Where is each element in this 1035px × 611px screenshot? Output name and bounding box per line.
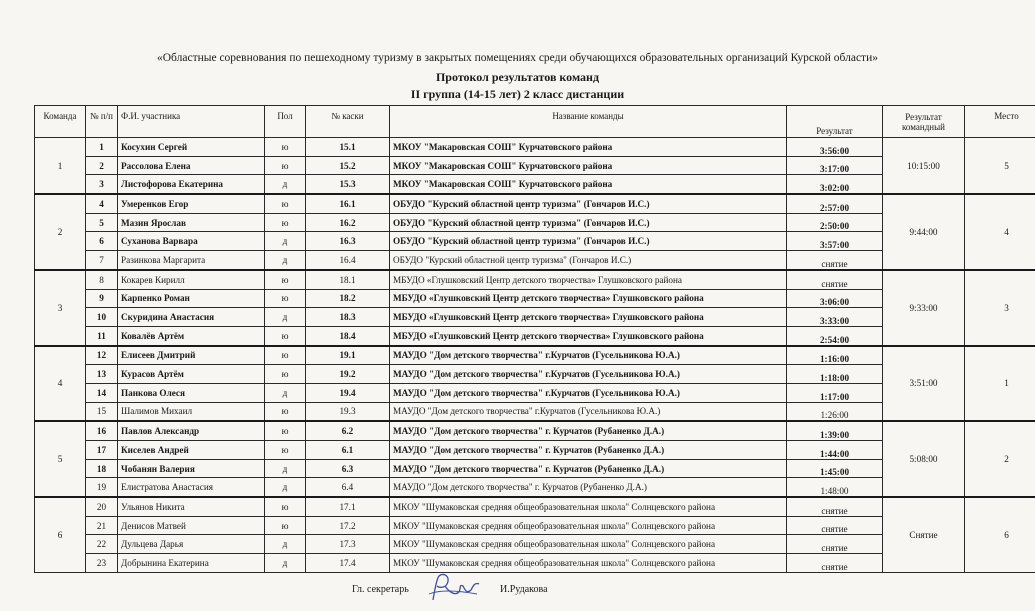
member-helmet: 16.4 (306, 251, 390, 270)
signature-icon (425, 570, 485, 606)
member-result: снятие (787, 497, 883, 516)
member-result: 1:18:00 (787, 365, 883, 384)
member-number: 13 (86, 365, 118, 384)
member-sex: ю (265, 497, 306, 516)
member-sex: ю (265, 421, 306, 440)
member-sex: д (265, 554, 306, 573)
member-name: Косухин Сергей (118, 138, 265, 157)
table-row (35, 270, 1035, 289)
team-organization: МАУДО "Дом детского творчества" г.Курчатов (Гусельникова Ю.А.) (390, 402, 787, 421)
member-result: 1:44:00 (787, 441, 883, 460)
member-sex: ю (265, 346, 306, 365)
member-name: Мазин Ярослав (118, 213, 265, 232)
member-sex: ю (265, 138, 306, 157)
member-number: 18 (86, 459, 118, 478)
member-helmet: 19.4 (306, 383, 390, 402)
team-organization: МКОУ "Шумаковская средняя общеобразовательная школа" Солнцевского района (390, 535, 787, 554)
team-organization: МАУДО "Дом детского творчества" г. Курчатов (Рубаненко Д.А.) (390, 478, 787, 497)
team-organization: МАУДО "Дом детского творчества" г.Курчатов (Гусельникова Ю.А.) (390, 346, 787, 365)
team-organization: ОБУДО "Курский областной центр туризма" (Гончаров И.С.) (390, 213, 787, 232)
member-number: 14 (86, 383, 118, 402)
member-helmet: 19.2 (306, 365, 390, 384)
member-helmet: 15.3 (306, 175, 390, 194)
member-sex: ю (265, 270, 306, 289)
member-result: 1:17:00 (787, 383, 883, 402)
member-helmet: 18.2 (306, 289, 390, 308)
group-title: II группа (14-15 лет) 2 класс дистанции (410, 87, 625, 101)
team-number: 3 (35, 270, 86, 346)
member-number: 17 (86, 441, 118, 460)
team-organization: ОБУДО "Курский областной центр туризма" (Гончаров И.С.) (390, 232, 787, 251)
member-number: 4 (86, 194, 118, 213)
member-sex: ю (265, 441, 306, 460)
member-name: Киселев Андрей (118, 441, 265, 460)
col-helmet: № каски (306, 106, 390, 138)
team-organization: МБУДО «Глушковский Центр детского творчества» Глушковского района (390, 270, 787, 289)
table-header-row (35, 106, 1035, 138)
member-helmet: 15.2 (306, 156, 390, 175)
member-sex: д (265, 251, 306, 270)
team-organization: ОБУДО "Курский областной центр туризма" (Гончаров И.С.) (390, 194, 787, 213)
col-teamresult: Результат командный (883, 106, 965, 138)
results-table (34, 105, 1035, 573)
member-number: 1 (86, 138, 118, 157)
member-helmet: 17.4 (306, 554, 390, 573)
member-sex: д (265, 175, 306, 194)
member-result: 2:54:00 (787, 326, 883, 345)
member-sex: ю (265, 326, 306, 345)
member-sex: д (265, 308, 306, 327)
member-result: снятие (787, 535, 883, 554)
member-helmet: 15.1 (306, 138, 390, 157)
member-helmet: 16.3 (306, 232, 390, 251)
team-number: 5 (35, 421, 86, 497)
table-body (35, 138, 1035, 573)
member-name: Ульянов Никита (118, 497, 265, 516)
competition-title: «Областные соревнования по пешеходному туризму в закрытых помещениях среди обучающихся образовательных организаций Курской области» (157, 52, 878, 64)
member-result: 3:56:00 (787, 138, 883, 157)
member-number: 3 (86, 175, 118, 194)
team-number: 2 (35, 194, 86, 270)
team-organization: МКОУ "Макаровская СОШ" Курчатовского района (390, 156, 787, 175)
member-number: 19 (86, 478, 118, 497)
member-sex: д (265, 383, 306, 402)
team-number: 1 (35, 138, 86, 195)
member-result: снятие (787, 554, 883, 573)
team-number: 4 (35, 346, 86, 422)
team-organization: МКОУ "Шумаковская средняя общеобразовательная школа" Солнцевского района (390, 554, 787, 573)
member-name: Скуридина Анастасия (118, 308, 265, 327)
member-number: 22 (86, 535, 118, 554)
member-number: 11 (86, 326, 118, 345)
member-name: Шалимов Михаил (118, 402, 265, 421)
team-organization: МАУДО "Дом детского творчества" г. Курчатов (Рубаненко Д.А.) (390, 459, 787, 478)
team-place: 4 (965, 194, 1035, 270)
team-organization: МБУДО «Глушковский Центр детского творчества» Глушковского района (390, 326, 787, 345)
member-sex: д (265, 535, 306, 554)
team-organization: МБУДО «Глушковский Центр детского творчества» Глушковского района (390, 289, 787, 308)
member-name: Дульцева Дарья (118, 535, 265, 554)
member-result: снятие (787, 251, 883, 270)
member-sex: ю (265, 402, 306, 421)
member-sex: ю (265, 289, 306, 308)
member-name: Умеренков Егор (118, 194, 265, 213)
protocol-title: Протокол результатов команд (435, 70, 600, 84)
footer-name: И.Рудакова (500, 584, 548, 595)
member-number: 21 (86, 516, 118, 535)
member-result: 1:16:00 (787, 346, 883, 365)
member-sex: ю (265, 365, 306, 384)
member-result: 3:57:00 (787, 232, 883, 251)
team-result: 9:33:00 (883, 270, 965, 346)
member-result: 3:17:00 (787, 156, 883, 175)
table-row (35, 497, 1035, 516)
team-organization: МАУДО "Дом детского творчества" г. Курчатов (Рубаненко Д.А.) (390, 441, 787, 460)
member-name: Карпенко Роман (118, 289, 265, 308)
member-number: 10 (86, 308, 118, 327)
member-name: Денисов Матвей (118, 516, 265, 535)
col-place: Место (965, 106, 1035, 138)
member-name: Листофорова Екатерина (118, 175, 265, 194)
table-row (35, 194, 1035, 213)
member-sex: ю (265, 213, 306, 232)
team-result: Снятие (883, 497, 965, 572)
team-organization: ОБУДО "Курский областной центр туризма" (Гончаров И.С.) (390, 251, 787, 270)
member-helmet: 6.1 (306, 441, 390, 460)
member-result: 2:50:00 (787, 213, 883, 232)
table-row (35, 421, 1035, 440)
member-number: 8 (86, 270, 118, 289)
member-name: Панкова Олеся (118, 383, 265, 402)
team-place: 5 (965, 138, 1035, 195)
member-sex: ю (265, 516, 306, 535)
team-place: 3 (965, 270, 1035, 346)
footer-role: Гл. секретарь (352, 584, 409, 595)
member-name: Курасов Артём (118, 365, 265, 384)
team-organization: МБУДО «Глушковский Центр детского творчества» Глушковского района (390, 308, 787, 327)
member-helmet: 16.1 (306, 194, 390, 213)
member-number: 6 (86, 232, 118, 251)
team-organization: МКОУ "Шумаковская средняя общеобразовательная школа" Солнцевского района (390, 497, 787, 516)
member-name: Суханова Варвара (118, 232, 265, 251)
team-result: 5:08:00 (883, 421, 965, 497)
team-place: 6 (965, 497, 1035, 572)
member-name: Павлов Александр (118, 421, 265, 440)
member-helmet: 6.2 (306, 421, 390, 440)
member-name: Елистратова Анастасия (118, 478, 265, 497)
table-row (35, 346, 1035, 365)
member-result: 1:26:00 (787, 402, 883, 421)
member-name: Елисеев Дмитрий (118, 346, 265, 365)
member-name: Чобанян Валерия (118, 459, 265, 478)
member-helmet: 18.1 (306, 270, 390, 289)
member-number: 5 (86, 213, 118, 232)
member-result: 2:57:00 (787, 194, 883, 213)
col-num: № п/п (86, 106, 118, 138)
team-organization: МКОУ "Макаровская СОШ" Курчатовского района (390, 138, 787, 157)
member-number: 7 (86, 251, 118, 270)
member-name: Рассолова Елена (118, 156, 265, 175)
member-helmet: 18.4 (306, 326, 390, 345)
member-helmet: 17.1 (306, 497, 390, 516)
team-organization: МКОУ "Шумаковская средняя общеобразовательная школа" Солнцевского района (390, 516, 787, 535)
col-team: Команда (35, 106, 86, 138)
member-name: Разинкова Маргарита (118, 251, 265, 270)
team-organization: МАУДО "Дом детского творчества" г.Курчатов (Гусельникова Ю.А.) (390, 383, 787, 402)
team-number: 6 (35, 497, 86, 572)
member-helmet: 16.2 (306, 213, 390, 232)
member-sex: д (265, 478, 306, 497)
member-result: снятие (787, 270, 883, 289)
member-number: 9 (86, 289, 118, 308)
team-organization: МКОУ "Макаровская СОШ" Курчатовского района (390, 175, 787, 194)
team-result: 3:51:00 (883, 346, 965, 422)
member-number: 12 (86, 346, 118, 365)
team-result: 9:44:00 (883, 194, 965, 270)
member-name: Кокарев Кирилл (118, 270, 265, 289)
member-sex: д (265, 232, 306, 251)
member-name: Добрынина Екатерина (118, 554, 265, 573)
member-helmet: 17.3 (306, 535, 390, 554)
member-sex: ю (265, 156, 306, 175)
member-name: Ковалёв Артём (118, 326, 265, 345)
signature (425, 570, 485, 611)
team-organization: МАУДО "Дом детского творчества" г.Курчатов (Гусельникова Ю.А.) (390, 365, 787, 384)
col-fio: Ф.И. участника (118, 106, 265, 138)
member-helmet: 17.2 (306, 516, 390, 535)
member-result: 1:48:00 (787, 478, 883, 497)
member-result: 3:33:00 (787, 308, 883, 327)
member-number: 16 (86, 421, 118, 440)
member-helmet: 6.4 (306, 478, 390, 497)
member-number: 15 (86, 402, 118, 421)
team-result: 10:15:00 (883, 138, 965, 195)
team-place: 1 (965, 346, 1035, 422)
member-result: 3:06:00 (787, 289, 883, 308)
member-number: 23 (86, 554, 118, 573)
col-result: Результат (787, 106, 883, 138)
member-number: 20 (86, 497, 118, 516)
member-number: 2 (86, 156, 118, 175)
member-result: снятие (787, 516, 883, 535)
member-helmet: 19.3 (306, 402, 390, 421)
member-result: 1:45:00 (787, 459, 883, 478)
col-teamname: Название команды (390, 106, 787, 138)
member-sex: ю (265, 194, 306, 213)
member-helmet: 19.1 (306, 346, 390, 365)
member-sex: д (265, 459, 306, 478)
team-organization: МАУДО "Дом детского творчества" г. Курчатов (Рубаненко Д.А.) (390, 421, 787, 440)
member-result: 3:02:00 (787, 175, 883, 194)
team-place: 2 (965, 421, 1035, 497)
table-row (35, 138, 1035, 157)
member-result: 1:39:00 (787, 421, 883, 440)
member-helmet: 6.3 (306, 459, 390, 478)
member-helmet: 18.3 (306, 308, 390, 327)
col-sex: Пол (265, 106, 306, 138)
